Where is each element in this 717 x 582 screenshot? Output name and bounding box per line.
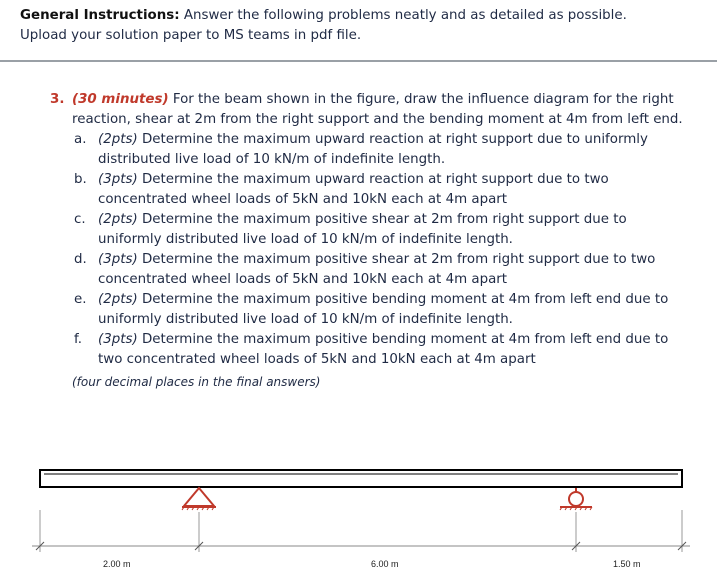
problem-time: (30 minutes) xyxy=(72,92,169,107)
item-b xyxy=(72,170,690,210)
item-letter: e. xyxy=(74,292,87,307)
precision-note: (four decimal places in the final answers) xyxy=(72,375,321,389)
item-points: (3pts) xyxy=(98,252,138,267)
item-points: (2pts) xyxy=(98,292,138,307)
item-letter: c. xyxy=(74,212,86,227)
problem-intro xyxy=(72,90,690,130)
general-line-1 xyxy=(20,6,710,26)
item-d xyxy=(72,250,690,290)
item-letter: f. xyxy=(74,332,82,347)
general-text-2: Upload your solution paper to MS teams in pdf file. xyxy=(20,28,362,43)
problem-intro-text: For the beam shown in the figure, draw the influence diagram for the right reaction, shear at 2m from the right support and the bending moment at 4m from left end. xyxy=(72,92,683,127)
general-heading: General Instructions: xyxy=(20,8,180,23)
pin-support-icon xyxy=(182,488,216,510)
problem-number: 3. xyxy=(50,92,65,107)
item-letter: d. xyxy=(74,252,87,267)
item-points: (2pts) xyxy=(98,132,138,147)
item-text: Determine the maximum positive bending moment at 4m from left end due to uniformly distributed live load of 10 kN/m of indefinite length. xyxy=(98,292,669,327)
item-f xyxy=(72,330,690,370)
beam-figure xyxy=(0,440,717,582)
item-e xyxy=(72,290,690,330)
item-text: Determine the maximum positive bending moment at 4m from left end due to two concentrated wheel loads of 5kN and 10kN each at 4m apart xyxy=(98,332,669,367)
problem-3 xyxy=(50,90,690,392)
item-points: (3pts) xyxy=(98,172,138,187)
dim-label-left: 2.00 m xyxy=(103,559,131,569)
item-a xyxy=(72,130,690,170)
item-text: Determine the maximum upward reaction at right support due to uniformly distributed live load of 10 kN/m of indefinite length. xyxy=(98,132,648,167)
item-c xyxy=(72,210,690,250)
general-text-1: Answer the following problems neatly and as detailed as possible. xyxy=(183,8,627,23)
dim-label-middle: 6.00 m xyxy=(371,559,399,569)
roller-support-icon xyxy=(560,488,592,510)
item-letter: b. xyxy=(74,172,87,187)
item-points: (2pts) xyxy=(98,212,138,227)
beam xyxy=(40,470,682,487)
item-letter: a. xyxy=(74,132,87,147)
dim-label-right: 1.50 m xyxy=(613,559,641,569)
section-divider xyxy=(0,60,717,62)
item-text: Determine the maximum positive shear at 2m from right support due to uniformly distributed live load of 10 kN/m of indefinite length. xyxy=(98,212,627,247)
item-text: Determine the maximum positive shear at 2m from right support due to two concentrated wheel loads of 5kN and 10kN each at 4m apart xyxy=(98,252,656,287)
item-points: (3pts) xyxy=(98,332,138,347)
dimension-line xyxy=(32,542,690,550)
general-instructions xyxy=(20,6,710,46)
item-text: Determine the maximum upward reaction at right support due to two concentrated wheel loads of 5kN and 10kN each at 4m apart xyxy=(98,172,609,207)
